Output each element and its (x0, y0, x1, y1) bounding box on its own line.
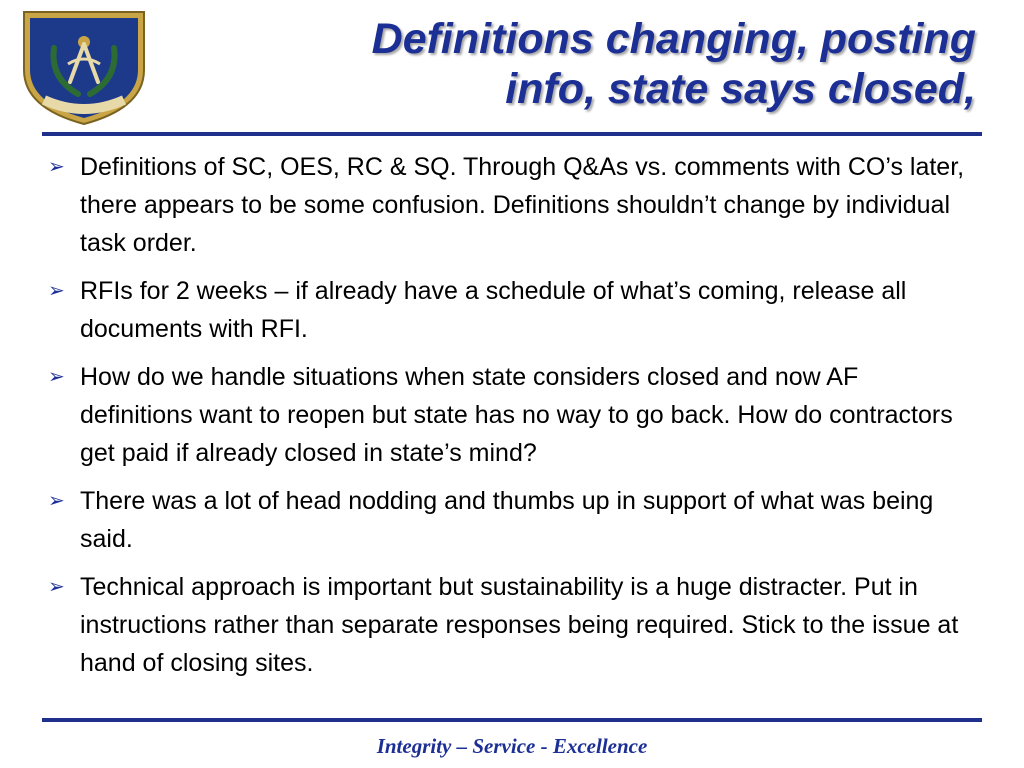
bullet-text: RFIs for 2 weeks – if already have a schedule of what’s coming, release all documents with RFI. (80, 277, 907, 343)
title-divider (42, 132, 982, 136)
bullet-item (46, 148, 976, 262)
bullet-item (46, 358, 976, 472)
slide-title-line-1: Definitions changing, posting (371, 15, 976, 63)
bullet-arrow-icon: ➢ (48, 280, 65, 302)
slide-title (216, 14, 976, 114)
slide-title-line-2: info, state says closed, (505, 65, 976, 113)
bullet-list (46, 148, 976, 692)
bullet-text: Definitions of SC, OES, RC & SQ. Through Q&As vs. comments with CO’s later, there appears to be some confusion. Definitions shouldn’t change by individual task order. (80, 153, 965, 257)
bullet-text: How do we handle situations when state considers closed and now AF definitions want to reopen but state has no way to go back. How do contractors get paid if already closed in state’s mind? (80, 363, 953, 467)
bullet-arrow-icon: ➢ (48, 576, 65, 598)
footer-motto: Integrity – Service - Excellence (376, 734, 648, 758)
bullet-arrow-icon: ➢ (48, 156, 65, 178)
bullet-item (46, 272, 976, 348)
bullet-item (46, 482, 976, 558)
bullet-item (46, 568, 976, 682)
bullet-arrow-icon: ➢ (48, 490, 65, 512)
bullet-text: There was a lot of head nodding and thumbs up in support of what was being said. (80, 487, 934, 553)
footer-divider (42, 718, 982, 722)
bullet-arrow-icon: ➢ (48, 366, 65, 388)
bullet-text: Technical approach is important but sustainability is a huge distracter. Put in instructions rather than separate responses being required. Stick to the issue at hand of closing sites. (80, 573, 959, 677)
afcee-emblem-icon (16, 8, 152, 126)
